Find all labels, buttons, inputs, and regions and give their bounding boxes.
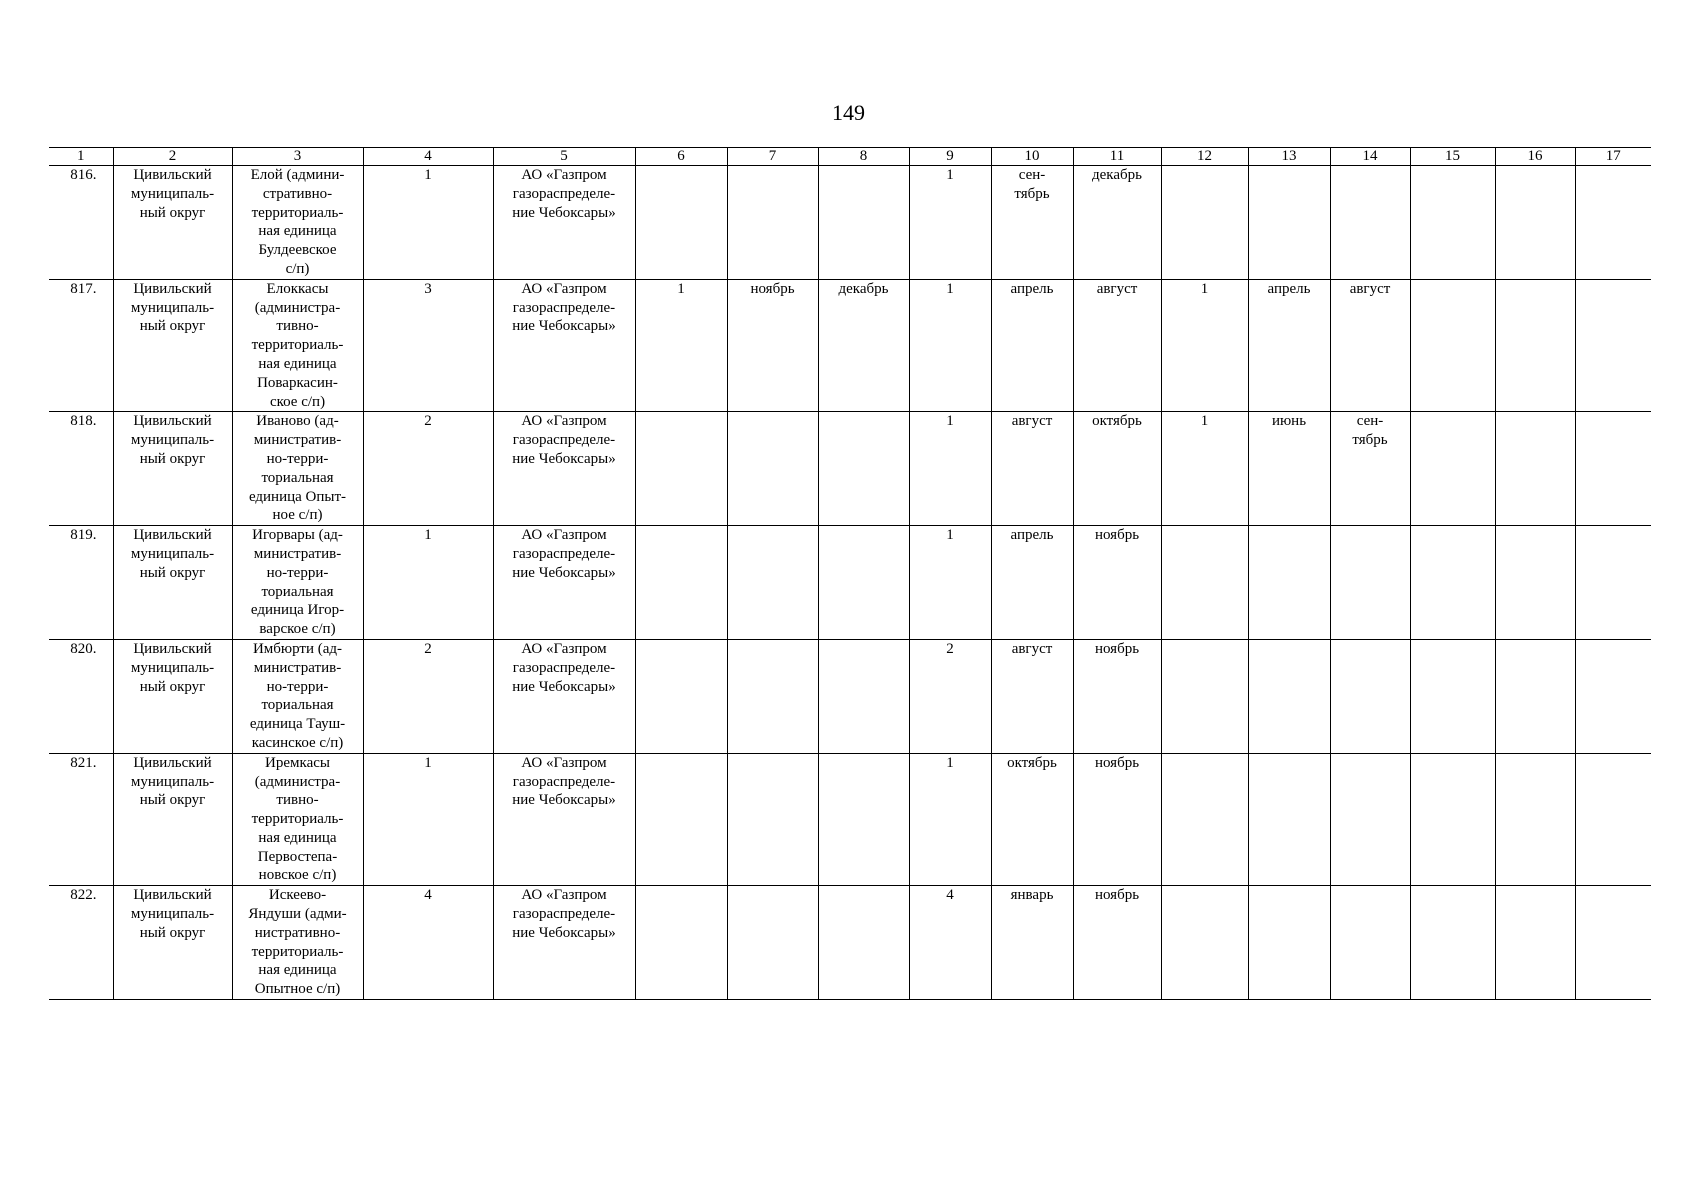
table-cell-col-1: 818. bbox=[49, 412, 113, 526]
table-cell-col-14 bbox=[1330, 886, 1410, 1000]
cell-line: ный округ bbox=[139, 318, 206, 335]
table-cell-col-11: август bbox=[1073, 279, 1161, 412]
table-cell-col-12 bbox=[1161, 526, 1248, 640]
table-cell-col-14 bbox=[1330, 526, 1410, 640]
cell-line: ние Чебоксары» bbox=[512, 564, 616, 581]
table-cell-col-6 bbox=[635, 526, 727, 640]
cell-line: август bbox=[1011, 413, 1053, 430]
table-cell-col-4: 4 bbox=[363, 886, 493, 1000]
table-cell-col-5 bbox=[493, 279, 635, 412]
cell-line: нистративно- bbox=[254, 924, 341, 941]
table-cell-col-13 bbox=[1248, 753, 1330, 886]
table-cell-col-17 bbox=[1575, 753, 1651, 886]
cell-line: тивно- bbox=[276, 792, 319, 809]
table-cell-col-8 bbox=[818, 526, 909, 640]
table-cell-col-17 bbox=[1575, 412, 1651, 526]
cell-line: ние Чебоксары» bbox=[512, 318, 616, 335]
table-cell-col-15 bbox=[1410, 166, 1495, 280]
cell-line: министратив- bbox=[253, 659, 342, 676]
table-cell-col-3 bbox=[232, 886, 363, 1000]
cell-line: но-терри- bbox=[266, 564, 329, 581]
table-cell-col-9: 1 bbox=[909, 166, 991, 280]
cell-line: (администра- bbox=[254, 773, 341, 790]
cell-line: тябрь bbox=[1014, 185, 1050, 202]
cell-line: ный округ bbox=[139, 204, 206, 221]
table-cell-col-15 bbox=[1410, 753, 1495, 886]
header-row bbox=[49, 148, 1651, 166]
cell-line: (администра- bbox=[254, 299, 341, 316]
table-cell-col-13 bbox=[1248, 526, 1330, 640]
table-cell-col-6 bbox=[635, 886, 727, 1000]
cell-line: но-терри- bbox=[266, 450, 329, 467]
cell-line: Цивильский bbox=[133, 640, 212, 657]
table-cell-col-9: 2 bbox=[909, 639, 991, 753]
table-cell-col-7 bbox=[727, 753, 818, 886]
table-cell-col-17 bbox=[1575, 526, 1651, 640]
cell-line: ние Чебоксары» bbox=[512, 204, 616, 221]
cell-line: Булдеевское bbox=[258, 242, 337, 259]
table-cell-col-9: 1 bbox=[909, 753, 991, 886]
table-cell-col-5 bbox=[493, 753, 635, 886]
table-cell-col-13 bbox=[1248, 639, 1330, 753]
table-row bbox=[49, 412, 1651, 526]
table-cell-col-15 bbox=[1410, 279, 1495, 412]
cell-line: территориаль- bbox=[251, 337, 344, 354]
table-cell-col-10 bbox=[991, 526, 1073, 640]
cell-line: АО «Газпром bbox=[521, 887, 607, 904]
table-cell-col-1: 821. bbox=[49, 753, 113, 886]
table-cell-col-10 bbox=[991, 412, 1073, 526]
cell-line: территориаль- bbox=[251, 811, 344, 828]
cell-line: АО «Газпром bbox=[521, 527, 607, 544]
header-cell: 5 bbox=[493, 148, 635, 166]
cell-line: тябрь bbox=[1352, 432, 1388, 449]
header-cell: 14 bbox=[1330, 148, 1410, 166]
cell-line: ское с/п) bbox=[269, 393, 326, 410]
cell-line: тивно- bbox=[276, 318, 319, 335]
table-cell-col-12 bbox=[1161, 639, 1248, 753]
table-cell-col-12 bbox=[1161, 166, 1248, 280]
table-cell-col-12: 1 bbox=[1161, 279, 1248, 412]
cell-line: апрель bbox=[1010, 280, 1054, 297]
table-cell-col-10 bbox=[991, 639, 1073, 753]
cell-line: министратив- bbox=[253, 545, 342, 562]
table-cell-col-8: декабрь bbox=[818, 279, 909, 412]
header-cell: 16 bbox=[1495, 148, 1575, 166]
cell-line: единица Игор- bbox=[250, 602, 345, 619]
table-cell-col-14 bbox=[1330, 753, 1410, 886]
table-cell-col-1: 822. bbox=[49, 886, 113, 1000]
cell-line: территориаль- bbox=[251, 943, 344, 960]
cell-line: Опытное с/п) bbox=[254, 981, 341, 998]
table-cell-col-13: июнь bbox=[1248, 412, 1330, 526]
table-row bbox=[49, 639, 1651, 753]
table-cell-col-1: 817. bbox=[49, 279, 113, 412]
table-cell-col-2 bbox=[113, 753, 232, 886]
cell-line: ное с/п) bbox=[272, 507, 323, 524]
header-cell: 10 bbox=[991, 148, 1073, 166]
cell-line: стративно- bbox=[262, 185, 333, 202]
cell-line: муниципаль- bbox=[130, 432, 215, 449]
table-cell-col-16 bbox=[1495, 166, 1575, 280]
header-cell: 8 bbox=[818, 148, 909, 166]
cell-line: ториальная bbox=[261, 583, 334, 600]
table-cell-col-5 bbox=[493, 886, 635, 1000]
header-cell: 1 bbox=[49, 148, 113, 166]
cell-line: ториальная bbox=[261, 469, 334, 486]
cell-line: ный округ bbox=[139, 564, 206, 581]
table-cell-col-13: апрель bbox=[1248, 279, 1330, 412]
table-cell-col-1: 816. bbox=[49, 166, 113, 280]
cell-line: муниципаль- bbox=[130, 545, 215, 562]
table-cell-col-3 bbox=[232, 279, 363, 412]
table-cell-col-12 bbox=[1161, 753, 1248, 886]
table-cell-col-5 bbox=[493, 526, 635, 640]
table-row bbox=[49, 886, 1651, 1000]
table-cell-col-15 bbox=[1410, 412, 1495, 526]
table-cell-col-10 bbox=[991, 166, 1073, 280]
table-cell-col-8 bbox=[818, 412, 909, 526]
table-cell-col-11: октябрь bbox=[1073, 412, 1161, 526]
table-cell-col-14 bbox=[1330, 412, 1410, 526]
table-cell-col-16 bbox=[1495, 886, 1575, 1000]
cell-line: ние Чебоксары» bbox=[512, 678, 616, 695]
cell-line: муниципаль- bbox=[130, 659, 215, 676]
cell-line: ный округ bbox=[139, 678, 206, 695]
header-cell: 13 bbox=[1248, 148, 1330, 166]
table-cell-col-2 bbox=[113, 639, 232, 753]
cell-line: варское с/п) bbox=[259, 621, 336, 638]
cell-line: Иваново (ад- bbox=[256, 413, 339, 430]
table-cell-col-2 bbox=[113, 886, 232, 1000]
cell-line: ный округ bbox=[139, 792, 206, 809]
table-cell-col-15 bbox=[1410, 526, 1495, 640]
table-cell-col-9: 4 bbox=[909, 886, 991, 1000]
cell-line: Игорвары (ад- bbox=[252, 527, 343, 544]
table-cell-col-1: 819. bbox=[49, 526, 113, 640]
table-cell-col-11: ноябрь bbox=[1073, 753, 1161, 886]
cell-line: газораспределе- bbox=[512, 185, 616, 202]
table-cell-col-8 bbox=[818, 886, 909, 1000]
table-cell-col-7: ноябрь bbox=[727, 279, 818, 412]
cell-line: август bbox=[1011, 640, 1053, 657]
cell-line: единица Опыт- bbox=[248, 488, 347, 505]
table-cell-col-3 bbox=[232, 639, 363, 753]
table-cell-col-16 bbox=[1495, 639, 1575, 753]
table-cell-col-3 bbox=[232, 166, 363, 280]
table-cell-col-6 bbox=[635, 639, 727, 753]
table-cell-col-14 bbox=[1330, 166, 1410, 280]
cell-line: АО «Газпром bbox=[521, 167, 607, 183]
table-cell-col-4: 2 bbox=[363, 639, 493, 753]
cell-line: АО «Газпром bbox=[521, 280, 607, 297]
table-cell-col-6: 1 bbox=[635, 279, 727, 412]
table-cell-col-12: 1 bbox=[1161, 412, 1248, 526]
cell-line: Цивильский bbox=[133, 413, 212, 430]
cell-line: октябрь bbox=[1007, 754, 1057, 771]
cell-line: АО «Газпром bbox=[521, 640, 607, 657]
cell-line: Искеево- bbox=[268, 887, 327, 904]
table-cell-col-8 bbox=[818, 166, 909, 280]
cell-line: министратив- bbox=[253, 432, 342, 449]
cell-line: муниципаль- bbox=[130, 906, 215, 923]
cell-line: сен- bbox=[1018, 167, 1046, 183]
table-cell-col-3 bbox=[232, 412, 363, 526]
cell-line: ние Чебоксары» bbox=[512, 450, 616, 467]
table-cell-col-3 bbox=[232, 753, 363, 886]
table-cell-col-16 bbox=[1495, 412, 1575, 526]
table-cell-col-9: 1 bbox=[909, 412, 991, 526]
table-cell-col-17 bbox=[1575, 166, 1651, 280]
header-cell: 2 bbox=[113, 148, 232, 166]
table-cell-col-15 bbox=[1410, 639, 1495, 753]
cell-line: газораспределе- bbox=[512, 545, 616, 562]
cell-line: новское с/п) bbox=[258, 867, 337, 884]
cell-line: муниципаль- bbox=[130, 299, 215, 316]
table-cell-col-11: ноябрь bbox=[1073, 639, 1161, 753]
table-cell-col-17 bbox=[1575, 279, 1651, 412]
table-cell-col-8 bbox=[818, 753, 909, 886]
table-cell-col-7 bbox=[727, 886, 818, 1000]
table-cell-col-2 bbox=[113, 166, 232, 280]
cell-line: Цивильский bbox=[133, 527, 212, 544]
table-cell-col-14 bbox=[1330, 639, 1410, 753]
cell-line: ная единица bbox=[258, 829, 337, 846]
cell-line: Цивильский bbox=[133, 887, 212, 904]
cell-line: ная единица bbox=[258, 355, 337, 372]
cell-line: Цивильский bbox=[133, 280, 212, 297]
table-cell-col-9: 1 bbox=[909, 279, 991, 412]
table-cell-col-16 bbox=[1495, 279, 1575, 412]
table-cell-col-11: ноябрь bbox=[1073, 526, 1161, 640]
table-cell-col-7 bbox=[727, 526, 818, 640]
cell-line: ние Чебоксары» bbox=[512, 792, 616, 809]
table-cell-col-2 bbox=[113, 526, 232, 640]
table-cell-col-10 bbox=[991, 886, 1073, 1000]
table-cell-col-4: 2 bbox=[363, 412, 493, 526]
table-cell-col-1: 820. bbox=[49, 639, 113, 753]
header-cell: 9 bbox=[909, 148, 991, 166]
cell-line: Цивильский bbox=[133, 167, 212, 183]
table-cell-col-11: декабрь bbox=[1073, 166, 1161, 280]
data-table bbox=[49, 147, 1651, 1000]
table-cell-col-7 bbox=[727, 639, 818, 753]
cell-line: АО «Газпром bbox=[521, 413, 607, 430]
header-cell: 15 bbox=[1410, 148, 1495, 166]
header-cell: 7 bbox=[727, 148, 818, 166]
cell-line: муниципаль- bbox=[130, 773, 215, 790]
table-cell-col-16 bbox=[1495, 753, 1575, 886]
cell-line: Елоккасы bbox=[266, 280, 329, 297]
cell-line: ный округ bbox=[139, 450, 206, 467]
table-cell-col-13 bbox=[1248, 886, 1330, 1000]
table-cell-col-10 bbox=[991, 279, 1073, 412]
cell-line: газораспределе- bbox=[512, 773, 616, 790]
table-cell-col-14: август bbox=[1330, 279, 1410, 412]
header-cell: 6 bbox=[635, 148, 727, 166]
cell-line: газораспределе- bbox=[512, 432, 616, 449]
cell-line: апрель bbox=[1010, 527, 1054, 544]
cell-line: касинское с/п) bbox=[251, 734, 344, 751]
table-cell-col-17 bbox=[1575, 639, 1651, 753]
table-row bbox=[49, 166, 1651, 280]
cell-line: газораспределе- bbox=[512, 659, 616, 676]
table-cell-col-9: 1 bbox=[909, 526, 991, 640]
table-cell-col-11: ноябрь bbox=[1073, 886, 1161, 1000]
header-cell: 4 bbox=[363, 148, 493, 166]
cell-line: ная единица bbox=[258, 223, 337, 240]
table-cell-col-4: 1 bbox=[363, 166, 493, 280]
table-cell-col-16 bbox=[1495, 526, 1575, 640]
cell-line: Имбюрти (ад- bbox=[252, 640, 343, 657]
table-cell-col-3 bbox=[232, 526, 363, 640]
table-cell-col-12 bbox=[1161, 886, 1248, 1000]
table-cell-col-6 bbox=[635, 412, 727, 526]
table-cell-col-7 bbox=[727, 412, 818, 526]
table-row bbox=[49, 279, 1651, 412]
table-cell-col-6 bbox=[635, 166, 727, 280]
table-cell-col-5 bbox=[493, 166, 635, 280]
cell-line: единица Тауш- bbox=[249, 716, 346, 733]
header-cell: 12 bbox=[1161, 148, 1248, 166]
header-cell: 3 bbox=[232, 148, 363, 166]
cell-line: Цивильский bbox=[133, 754, 212, 771]
table-cell-col-5 bbox=[493, 412, 635, 526]
table-cell-col-6 bbox=[635, 753, 727, 886]
cell-line: Елой (админи- bbox=[250, 167, 345, 183]
table-cell-col-15 bbox=[1410, 886, 1495, 1000]
cell-line: с/п) bbox=[285, 260, 310, 277]
table-cell-col-5 bbox=[493, 639, 635, 753]
table-cell-col-17 bbox=[1575, 886, 1651, 1000]
header-cell: 17 bbox=[1575, 148, 1651, 166]
cell-line: Иремкасы bbox=[265, 754, 330, 771]
page-number: 149 bbox=[832, 100, 865, 125]
cell-line: ториальная bbox=[261, 697, 334, 714]
table-row bbox=[49, 526, 1651, 640]
cell-line: газораспределе- bbox=[512, 906, 616, 923]
table-cell-col-4: 3 bbox=[363, 279, 493, 412]
table-cell-col-13 bbox=[1248, 166, 1330, 280]
cell-line: но-терри- bbox=[266, 678, 329, 695]
table-cell-col-8 bbox=[818, 639, 909, 753]
table-cell-col-10 bbox=[991, 753, 1073, 886]
cell-line: январь bbox=[1010, 887, 1054, 904]
cell-line: Поваркасин- bbox=[257, 374, 338, 391]
header-cell: 11 bbox=[1073, 148, 1161, 166]
table-cell-col-4: 1 bbox=[363, 526, 493, 640]
cell-line: ние Чебоксары» bbox=[512, 924, 616, 941]
cell-line: муниципаль- bbox=[130, 185, 215, 202]
table-cell-col-2 bbox=[113, 412, 232, 526]
cell-line: газораспределе- bbox=[512, 299, 616, 316]
table-cell-col-4: 1 bbox=[363, 753, 493, 886]
cell-line: АО «Газпром bbox=[521, 754, 607, 771]
cell-line: ная единица bbox=[258, 962, 337, 979]
cell-line: Первостепа- bbox=[257, 848, 338, 865]
cell-line: территориаль- bbox=[251, 204, 344, 221]
table-cell-col-7 bbox=[727, 166, 818, 280]
cell-line: Яндуши (адми- bbox=[248, 906, 347, 923]
cell-line: ный округ bbox=[139, 924, 206, 941]
cell-line: сен- bbox=[1356, 413, 1384, 430]
table-cell-col-2 bbox=[113, 279, 232, 412]
table-row bbox=[49, 753, 1651, 886]
